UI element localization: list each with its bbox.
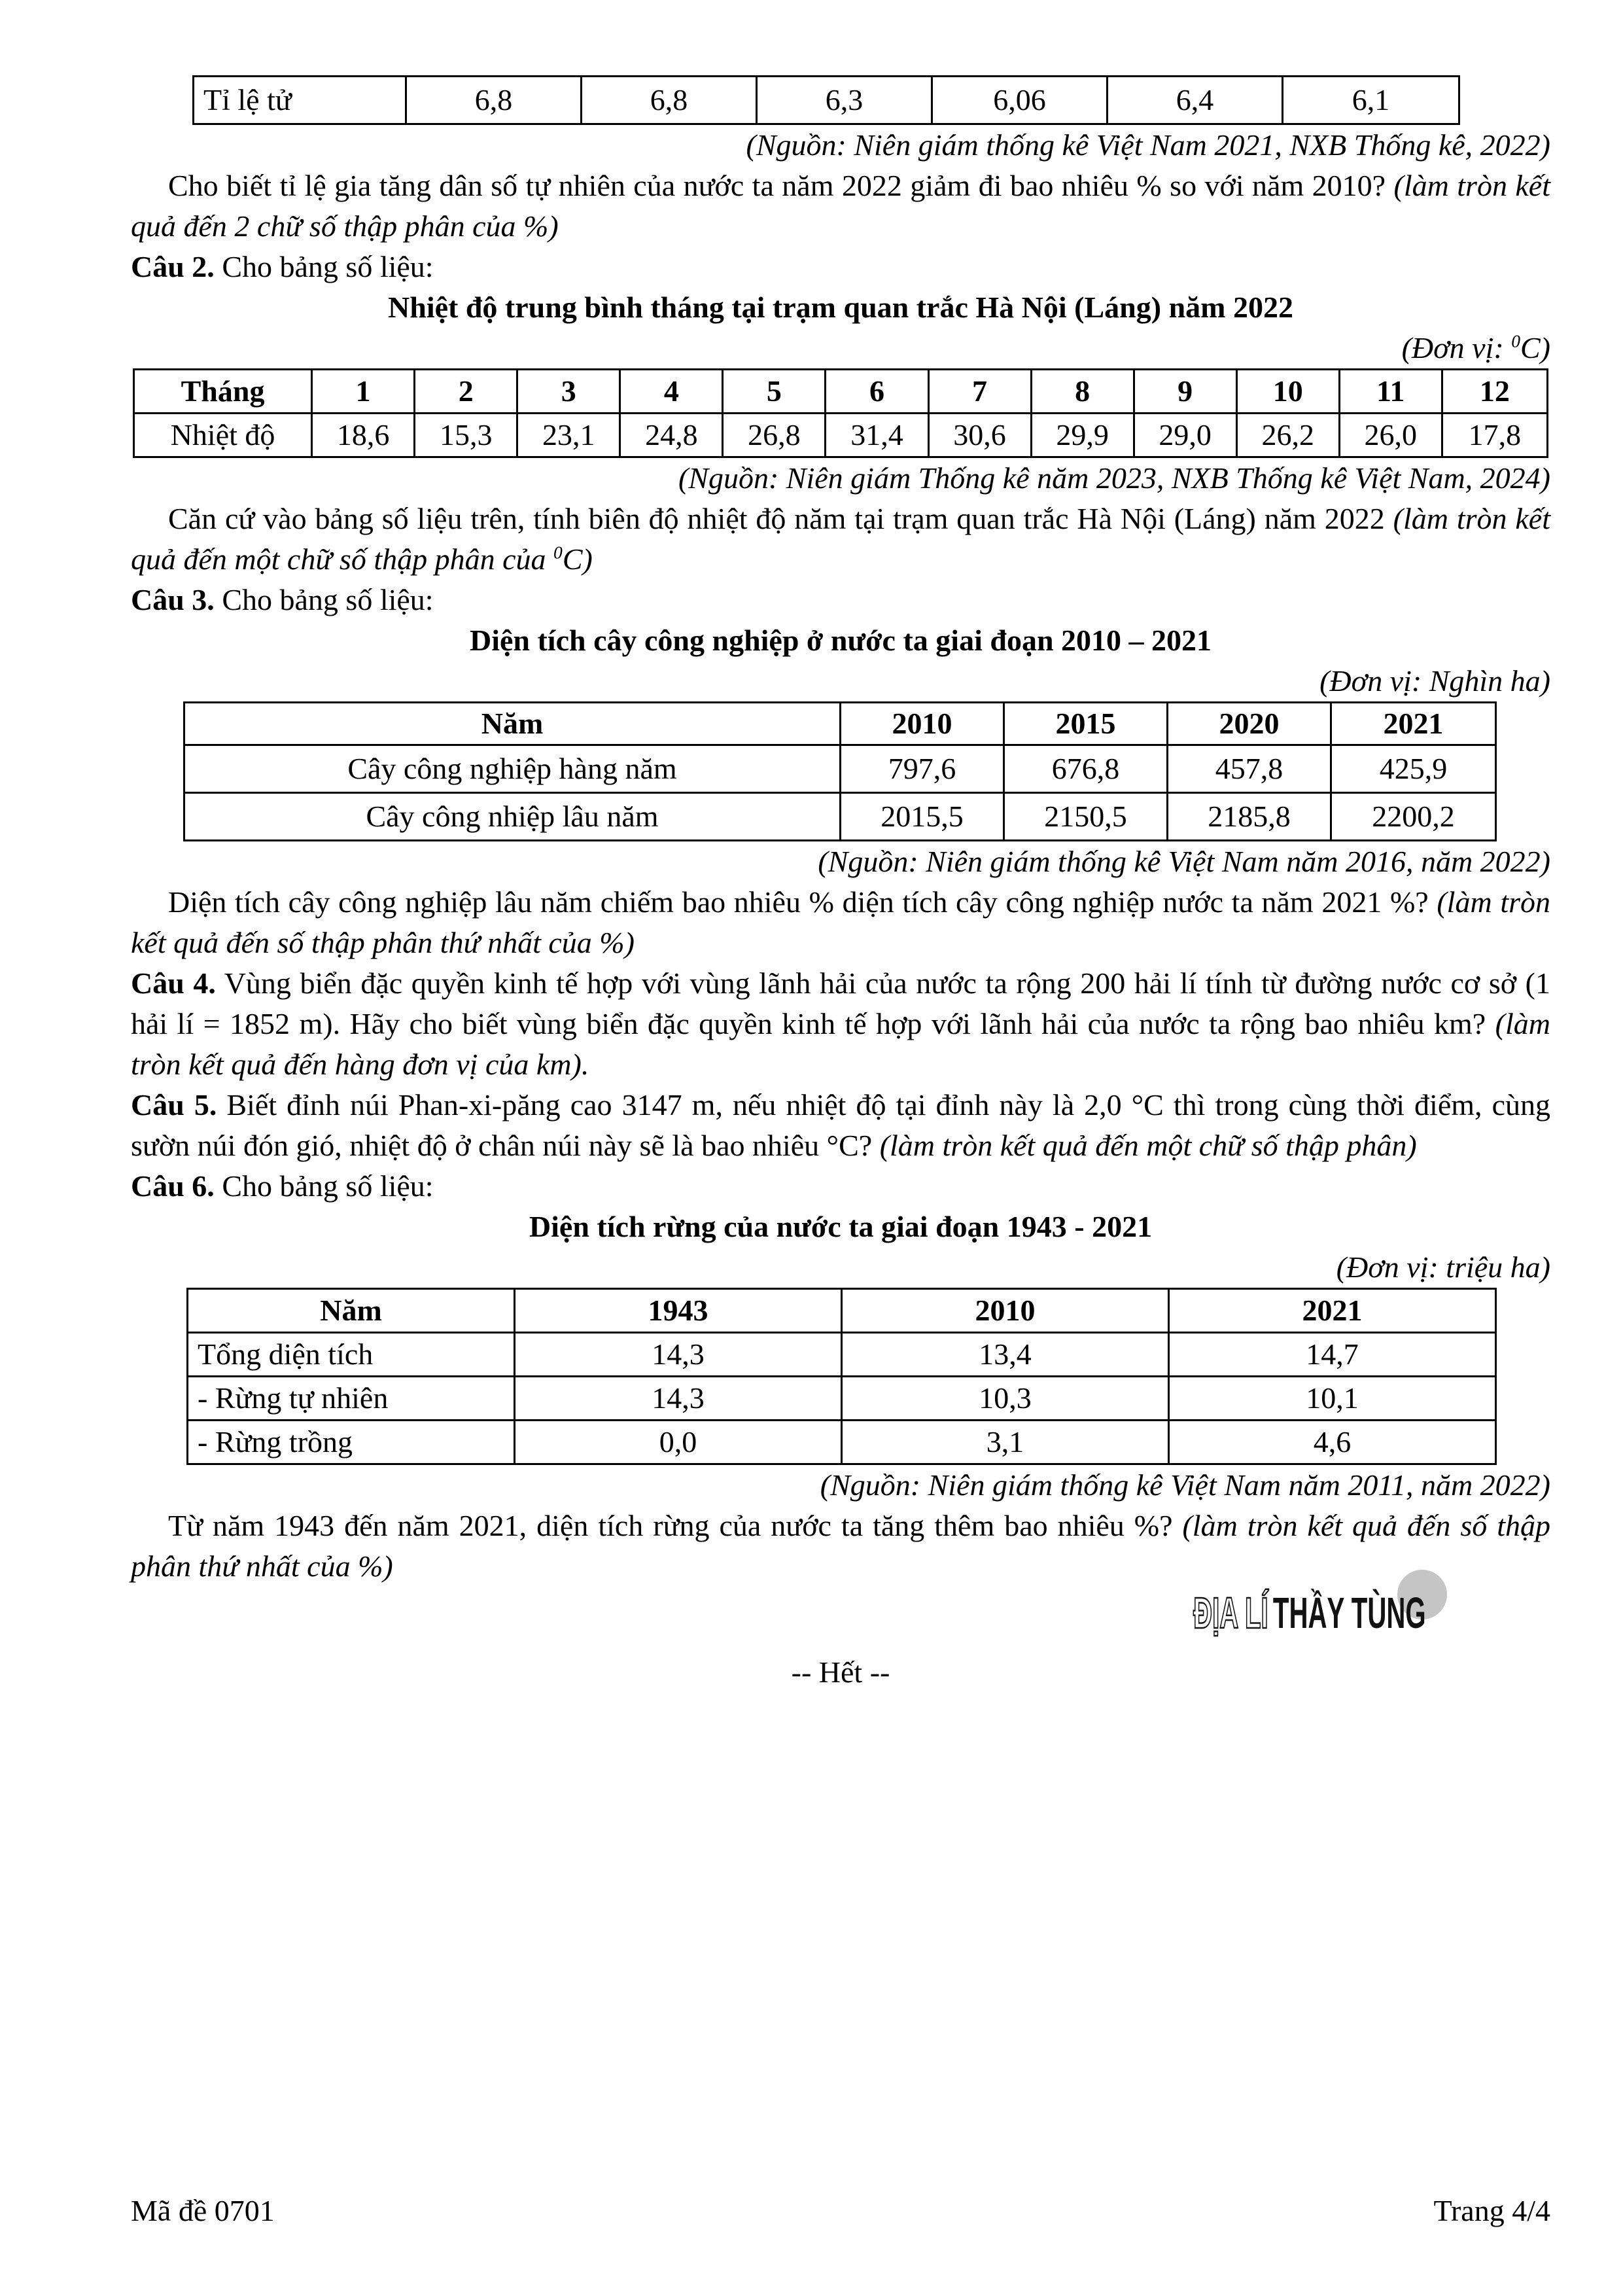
question-5-text xyxy=(131,1085,1550,1166)
table-row xyxy=(188,1377,1496,1421)
text-segment: Căn cứ vào bảng số liệu trên, tính biên độ nhiệt độ năm tại trạm quan trắc Hà Nội (Láng) năm 2022 xyxy=(168,502,1393,535)
text-segment: (Đơn vị: Nghìn ha) xyxy=(1319,664,1550,698)
data-cell: 29,0 xyxy=(1134,414,1236,457)
unit-label-million-ha xyxy=(131,1247,1550,1288)
header-cell: 1 xyxy=(312,370,415,414)
data-cell: 6,3 xyxy=(757,77,932,124)
question-1-text xyxy=(131,166,1550,247)
data-cell: 676,8 xyxy=(1004,745,1168,793)
data-cell: 0,0 xyxy=(515,1421,842,1464)
data-cell: 6,1 xyxy=(1283,77,1459,124)
table-row xyxy=(194,77,1459,124)
industrial-crops-table xyxy=(131,701,1550,841)
data-cell: 18,6 xyxy=(312,414,415,457)
temperature-table xyxy=(131,368,1550,458)
forest-area-table xyxy=(131,1288,1550,1465)
header-cell: 11 xyxy=(1339,370,1442,414)
data-cell: 15,3 xyxy=(415,414,517,457)
text-segment: Cho biết tỉ lệ gia tăng dân số tự nhiên của nước ta năm 2022 giảm đi bao nhiêu % so với năm 2010? xyxy=(168,169,1394,202)
header-cell: Năm xyxy=(184,703,841,745)
row-label-cell: Tỉ lệ tử xyxy=(194,77,406,124)
header-cell: 2 xyxy=(415,370,517,414)
brand-watermark xyxy=(131,1589,1550,1638)
header-cell: 2010 xyxy=(841,703,1004,745)
header-cell: 2020 xyxy=(1168,703,1331,745)
table-row xyxy=(188,1333,1496,1377)
question-6-heading xyxy=(131,1166,1550,1207)
data-cell: 797,6 xyxy=(841,745,1004,793)
data-cell: 6,8 xyxy=(406,77,582,124)
text-segment: 0 xyxy=(553,542,563,563)
table-header-row xyxy=(134,370,1548,414)
header-cell: 2010 xyxy=(842,1289,1169,1333)
text-segment: (làm tròn kết quả đến một chữ số thập phân của xyxy=(131,502,1550,576)
table-title-forest: Diện tích rừng của nước ta giai đoạn 1943 - 2021 xyxy=(529,1210,1153,1243)
data-cell: 457,8 xyxy=(1168,745,1331,793)
data-cell: 2150,5 xyxy=(1004,793,1168,841)
data-table xyxy=(186,1288,1497,1465)
question-3-text xyxy=(131,882,1550,963)
table-header-row xyxy=(188,1289,1496,1333)
unit-label-celsius xyxy=(131,328,1550,368)
row-label-cell: - Rừng tự nhiên xyxy=(188,1377,515,1421)
data-cell: 26,0 xyxy=(1339,414,1442,457)
data-cell: 14,7 xyxy=(1169,1333,1496,1377)
header-cell: 12 xyxy=(1442,370,1547,414)
data-cell: 6,06 xyxy=(932,77,1108,124)
data-cell: 6,4 xyxy=(1108,77,1283,124)
data-cell: 425,9 xyxy=(1331,745,1496,793)
death-rate-table xyxy=(131,75,1550,125)
data-cell: 23,1 xyxy=(517,414,620,457)
source-citation: (Nguồn: Niên giám Thống kê năm 2023, NXB Thống kê Việt Nam, 2024) xyxy=(678,461,1550,495)
header-cell: Năm xyxy=(188,1289,515,1333)
text-segment: Biết đỉnh núi Phan-xi-păng cao 3147 m, nếu nhiệt độ tại đỉnh này là 2,0 °C thì trong cùng thời điểm, cùng sườn núi đón gió, nhiệt độ ở chân núi này sẽ là bao nhiêu °C? xyxy=(131,1088,1550,1162)
end-of-exam-mark: -- Hết -- xyxy=(791,1655,890,1689)
header-cell: 5 xyxy=(723,370,826,414)
text-segment: Câu 4. xyxy=(131,966,216,1000)
data-cell: 2185,8 xyxy=(1168,793,1331,841)
row-label-cell: Cây công nhiệp lâu năm xyxy=(184,793,841,841)
header-cell: 9 xyxy=(1134,370,1236,414)
data-cell: 29,9 xyxy=(1031,414,1134,457)
text-segment: Cho bảng số liệu: xyxy=(214,250,434,283)
question-2-heading xyxy=(131,247,1550,287)
source-citation: (Nguồn: Niên giám thống kê Việt Nam năm 2016, năm 2022) xyxy=(818,845,1550,878)
data-cell: 14,3 xyxy=(515,1333,842,1377)
page-footer xyxy=(131,2191,1550,2231)
header-cell: 2015 xyxy=(1004,703,1168,745)
data-cell: 30,6 xyxy=(928,414,1031,457)
data-cell: 24,8 xyxy=(620,414,723,457)
data-cell: 31,4 xyxy=(826,414,928,457)
logo-outline-text: ĐỊA LÍ xyxy=(1193,1589,1269,1638)
header-cell: 3 xyxy=(517,370,620,414)
row-label-cell: Nhiệt độ xyxy=(134,414,312,457)
table-row xyxy=(188,1421,1496,1464)
table-header-row xyxy=(184,703,1496,745)
text-segment: Câu 3. xyxy=(131,583,215,616)
exam-code: Mã đề 0701 xyxy=(131,2194,275,2227)
data-cell: 26,2 xyxy=(1236,414,1339,457)
logo-solid-text: THẦY TÙNG xyxy=(1273,1589,1426,1638)
text-segment: (làm tròn kết quả đến một chữ số thập phân) xyxy=(879,1129,1417,1162)
header-cell: Tháng xyxy=(134,370,312,414)
text-segment: Câu 5. xyxy=(131,1088,217,1122)
text-segment: Cho bảng số liệu: xyxy=(214,583,434,616)
data-table xyxy=(183,701,1497,841)
header-cell: 7 xyxy=(928,370,1031,414)
data-cell: 13,4 xyxy=(842,1333,1169,1377)
text-segment: (làm tròn kết quả đến số thập phân thứ nhất của %) xyxy=(131,885,1550,959)
page-number: Trang 4/4 xyxy=(1433,2194,1550,2227)
data-table xyxy=(133,368,1548,458)
text-segment: Vùng biển đặc quyền kinh tế hợp với vùng lãnh hải của nước ta rộng 200 hải lí tính từ đường nước cơ sở (1 hải lí = 1852 m). Hãy cho biết vùng biển đặc quyền kinh tế hợp với lãnh hải của nước ta rộng bao nhiêu km? xyxy=(131,966,1550,1040)
text-segment: C) xyxy=(1520,331,1550,364)
text-segment: (Đơn vị: triệu ha) xyxy=(1336,1250,1550,1284)
question-2-text xyxy=(131,499,1550,580)
question-4-text xyxy=(131,963,1550,1085)
data-cell: 26,8 xyxy=(723,414,826,457)
data-cell: 2015,5 xyxy=(841,793,1004,841)
data-cell: 10,1 xyxy=(1169,1377,1496,1421)
table-title-temperature: Nhiệt độ trung bình tháng tại trạm quan trắc Hà Nội (Láng) năm 2022 xyxy=(388,291,1293,324)
header-cell: 1943 xyxy=(515,1289,842,1333)
row-label-cell: Cây công nghiệp hàng năm xyxy=(184,745,841,793)
text-segment: C) xyxy=(562,542,593,576)
data-cell: 10,3 xyxy=(842,1377,1169,1421)
header-cell: 4 xyxy=(620,370,723,414)
data-cell: 3,1 xyxy=(842,1421,1169,1464)
text-segment: Cho bảng số liệu: xyxy=(214,1169,434,1203)
question-3-heading xyxy=(131,580,1550,620)
text-segment: Từ năm 1943 đến năm 2021, diện tích rừng của nước ta tăng thêm bao nhiêu %? xyxy=(168,1509,1183,1542)
data-cell: 4,6 xyxy=(1169,1421,1496,1464)
question-6-text xyxy=(131,1506,1550,1587)
data-cell: 14,3 xyxy=(515,1377,842,1421)
source-citation: (Nguồn: Niên giám thống kê Việt Nam 2021, NXB Thống kê, 2022) xyxy=(746,128,1550,162)
text-segment: Câu 6. xyxy=(131,1169,215,1203)
text-segment: (làm tròn kết quả đến số thập phân thứ nhất của %) xyxy=(131,1509,1550,1583)
text-segment: Diện tích cây công nghiệp lâu năm chiếm bao nhiêu % diện tích cây công nghiệp nước ta năm 2021 %? xyxy=(168,885,1437,919)
brand-logo xyxy=(1193,1589,1426,1638)
table-row xyxy=(134,414,1548,457)
table-row xyxy=(184,745,1496,793)
header-cell: 2021 xyxy=(1331,703,1496,745)
text-segment: (làm tròn kết quả đến 2 chữ số thập phân của %) xyxy=(131,169,1550,243)
text-segment: Câu 2. xyxy=(131,250,215,283)
row-label-cell: Tổng diện tích xyxy=(188,1333,515,1377)
header-cell: 2021 xyxy=(1169,1289,1496,1333)
data-table xyxy=(192,75,1460,125)
table-title-industrial-crops: Diện tích cây công nghiệp ở nước ta giai đoạn 2010 – 2021 xyxy=(469,624,1212,657)
row-label-cell: - Rừng trồng xyxy=(188,1421,515,1464)
header-cell: 6 xyxy=(826,370,928,414)
data-cell: 6,8 xyxy=(582,77,757,124)
text-segment: (làm tròn kết quả đến hàng đơn vị của km). xyxy=(131,1007,1550,1081)
header-cell: 8 xyxy=(1031,370,1134,414)
data-cell: 2200,2 xyxy=(1331,793,1496,841)
page-content xyxy=(131,75,1550,1693)
source-citation: (Nguồn: Niên giám thống kê Việt Nam năm 2011, năm 2022) xyxy=(820,1468,1550,1502)
text-segment: 0 xyxy=(1511,330,1520,351)
data-cell: 17,8 xyxy=(1442,414,1547,457)
table-row xyxy=(184,793,1496,841)
text-segment: (Đơn vị: xyxy=(1401,331,1512,364)
header-cell: 10 xyxy=(1236,370,1339,414)
unit-label-thousand-ha xyxy=(131,661,1550,701)
